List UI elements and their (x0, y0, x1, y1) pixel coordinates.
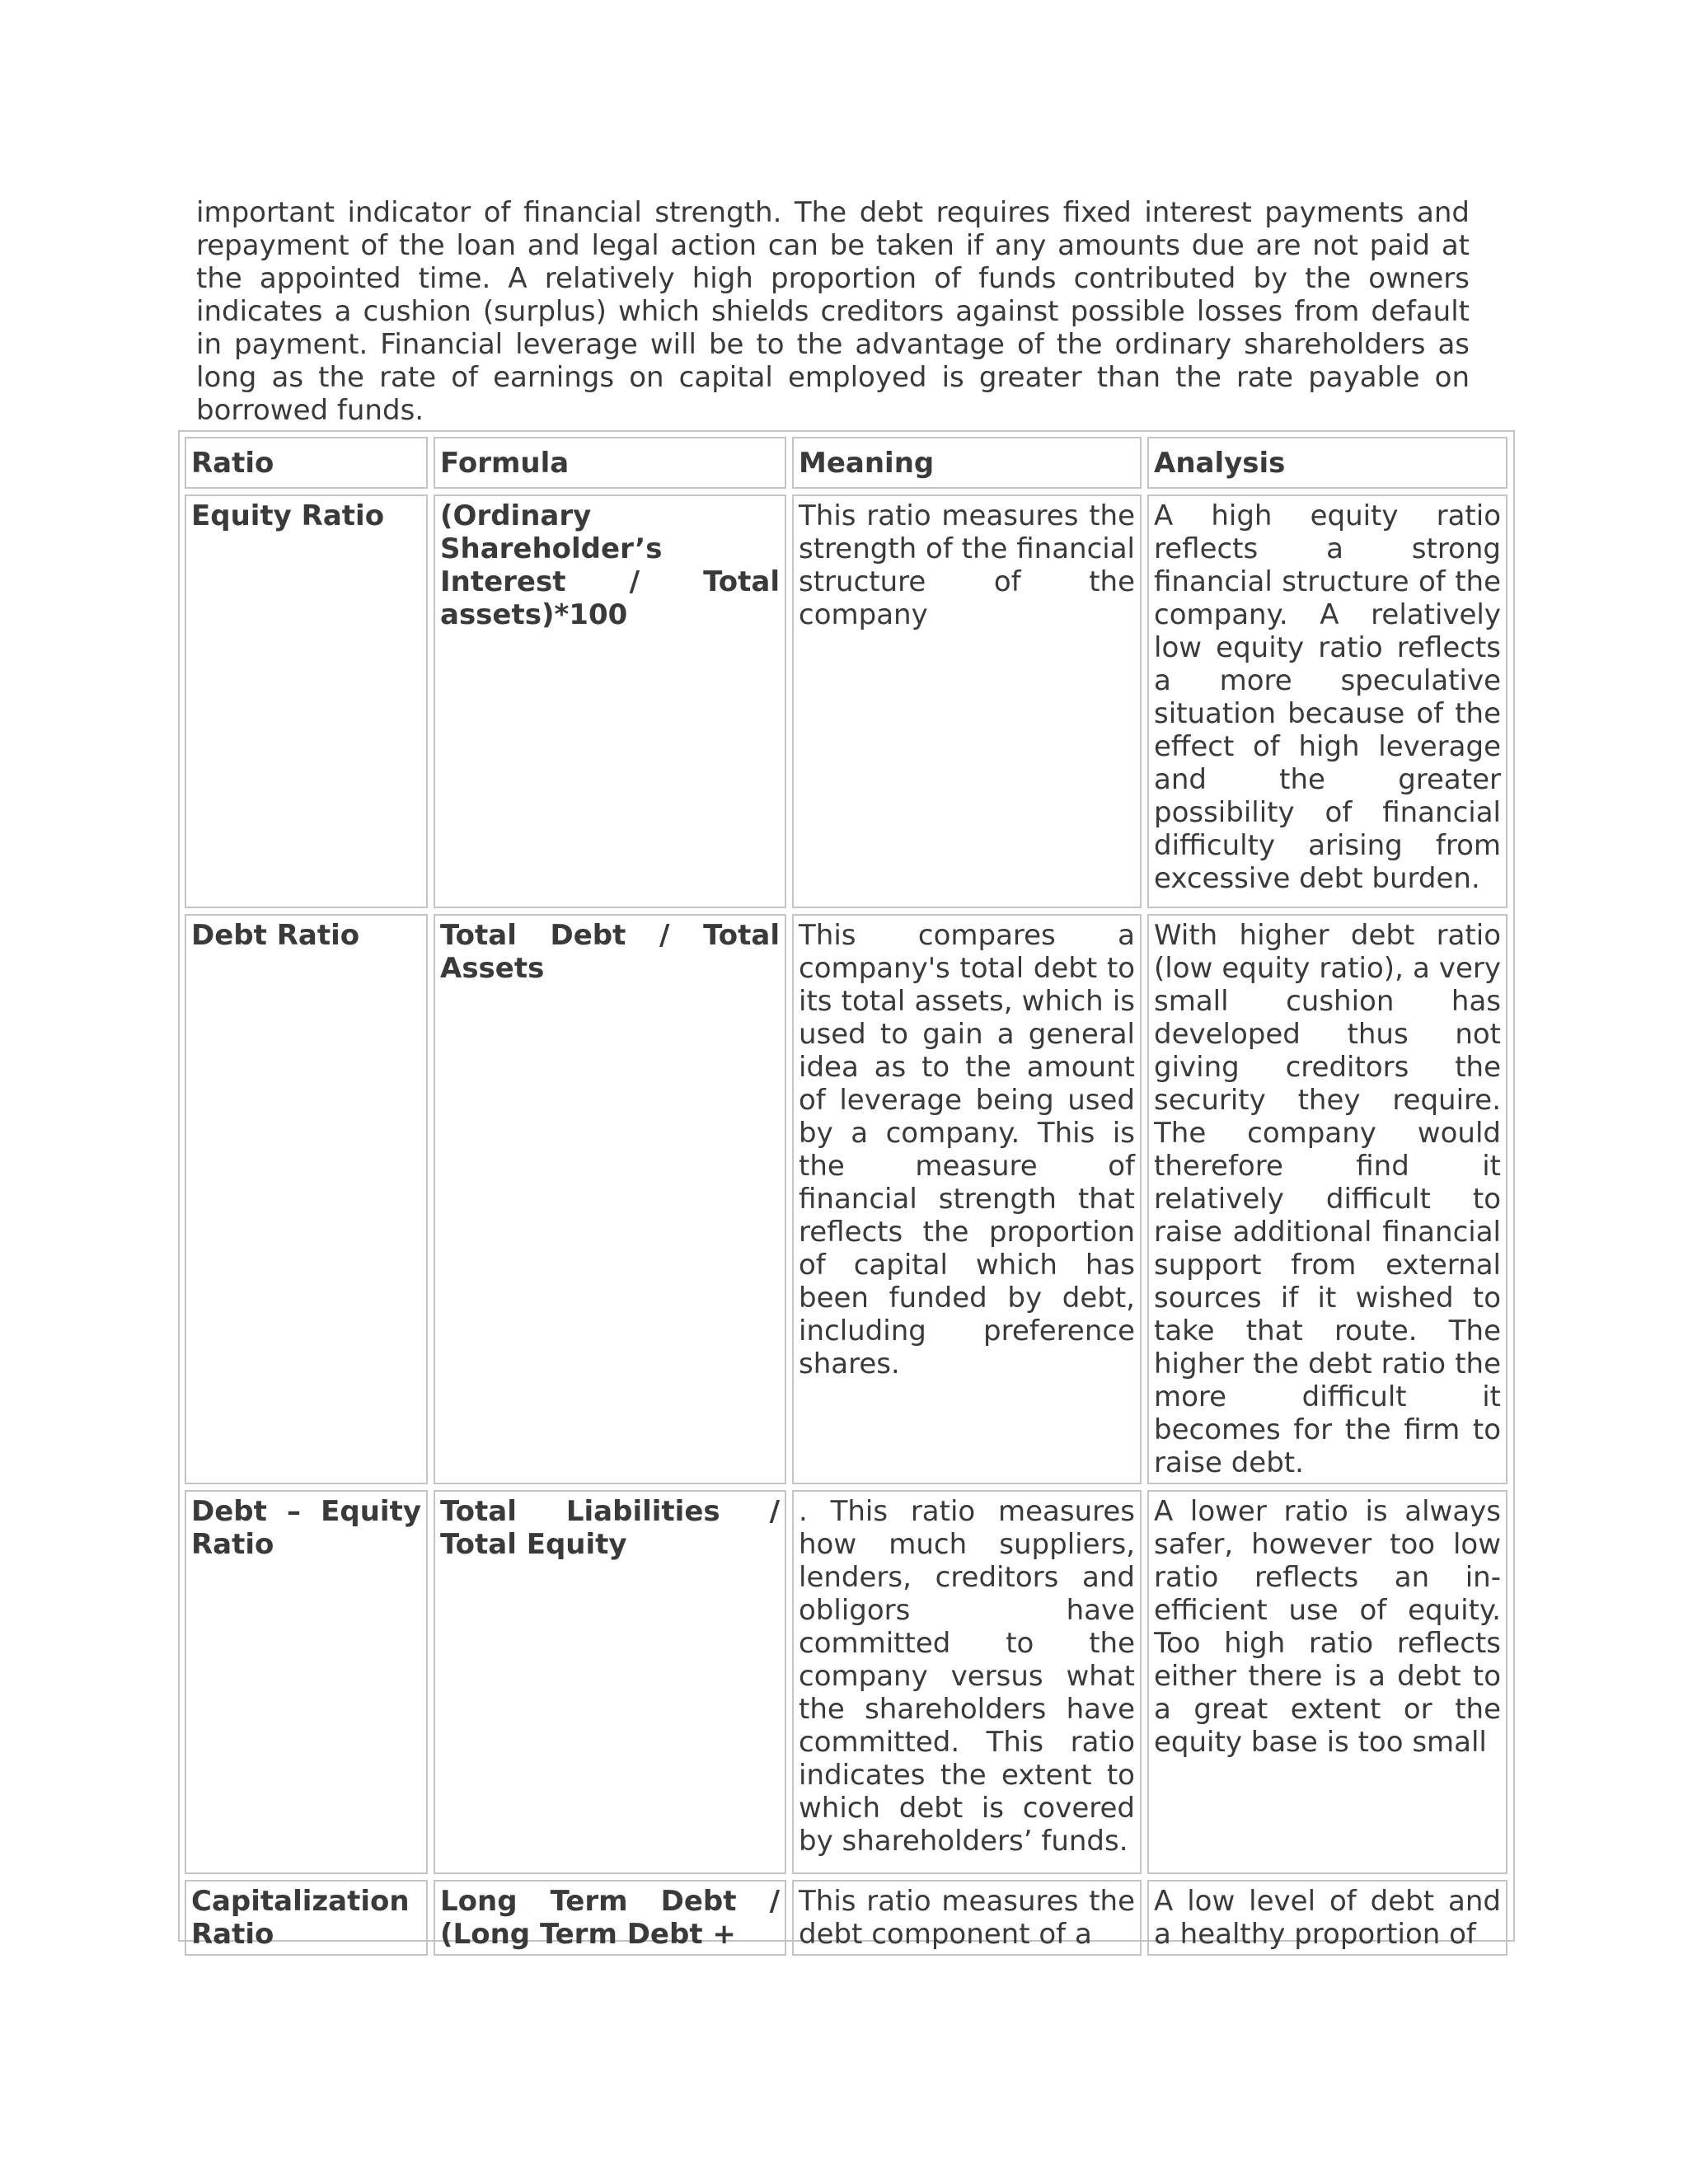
ratio-meaning: This ratio measures the strength of the financial structure of the company (792, 494, 1142, 908)
table-header-row (185, 437, 1507, 489)
ratio-analysis: A low level of debt and a healthy proportion of (1147, 1880, 1507, 1956)
header-meaning: Meaning (792, 437, 1142, 489)
ratio-formula: Total Debt / Total Assets (434, 914, 786, 1484)
table-row (185, 494, 1507, 908)
ratio-analysis: With higher debt ratio (low equity ratio), a very small cushion has developed thus not giving creditors the security they require. The company would therefore find it relatively difficult to raise additional financial support from external sources if it wished to take that route. The higher the debt ratio the more difficult it becomes for the firm to raise debt. (1147, 914, 1507, 1484)
ratio-name: Debt – Equity Ratio (185, 1490, 428, 1874)
ratio-meaning: . This ratio measures how much suppliers, lenders, creditors and obligors have committed to the company versus what the shareholders have committed. This ratio indicates the extent to which debt is covered by shareholders’ funds. (792, 1490, 1142, 1874)
intro-paragraph: important indicator of financial strength. The debt requires fixed interest payments and repayment of the loan and legal action can be taken if any amounts due are not paid at the appointed time. A relatively high proportion of funds contributed by the owners indicates a cushion (surplus) which shields creditors against possible losses from default in payment. Financial leverage will be to the advantage of the ordinary shareholders as long as the rate of earnings on capital employed is greater than the rate payable on borrowed funds. (196, 196, 1470, 427)
header-analysis: Analysis (1147, 437, 1507, 489)
ratio-table (179, 431, 1513, 1961)
header-ratio: Ratio (185, 437, 428, 489)
ratio-meaning: This ratio measures the debt component of a (792, 1880, 1142, 1956)
header-formula: Formula (434, 437, 786, 489)
ratio-name: Capitalization Ratio (185, 1880, 428, 1956)
ratio-analysis: A lower ratio is always safer, however too low ratio reflects an in-efficient use of equity. Too high ratio reflects either there is a debt to a great extent or the equity base is too small (1147, 1490, 1507, 1874)
ratio-analysis: A high equity ratio reflects a strong financial structure of the company. A relatively low equity ratio reflects a more speculative situation because of the effect of high leverage and the greater possibility of financial difficulty arising from excessive debt burden. (1147, 494, 1507, 908)
ratio-formula: (Ordinary Shareholder’s Interest / Total assets)*100 (434, 494, 786, 908)
table-row (185, 1490, 1507, 1874)
ratio-meaning: This compares a company's total debt to its total assets, which is used to gain a general idea as to the amount of leverage being used by a company. This is the measure of financial strength that reflects the proportion of capital which has been funded by debt, including preference shares. (792, 914, 1142, 1484)
ratio-name: Equity Ratio (185, 494, 428, 908)
table-row (185, 914, 1507, 1484)
ratio-formula: Long Term Debt / (Long Term Debt + (434, 1880, 786, 1956)
table-row (185, 1880, 1507, 1956)
ratio-name: Debt Ratio (185, 914, 428, 1484)
ratio-formula: Total Liabilities / Total Equity (434, 1490, 786, 1874)
ratio-table-frame (178, 430, 1515, 1951)
